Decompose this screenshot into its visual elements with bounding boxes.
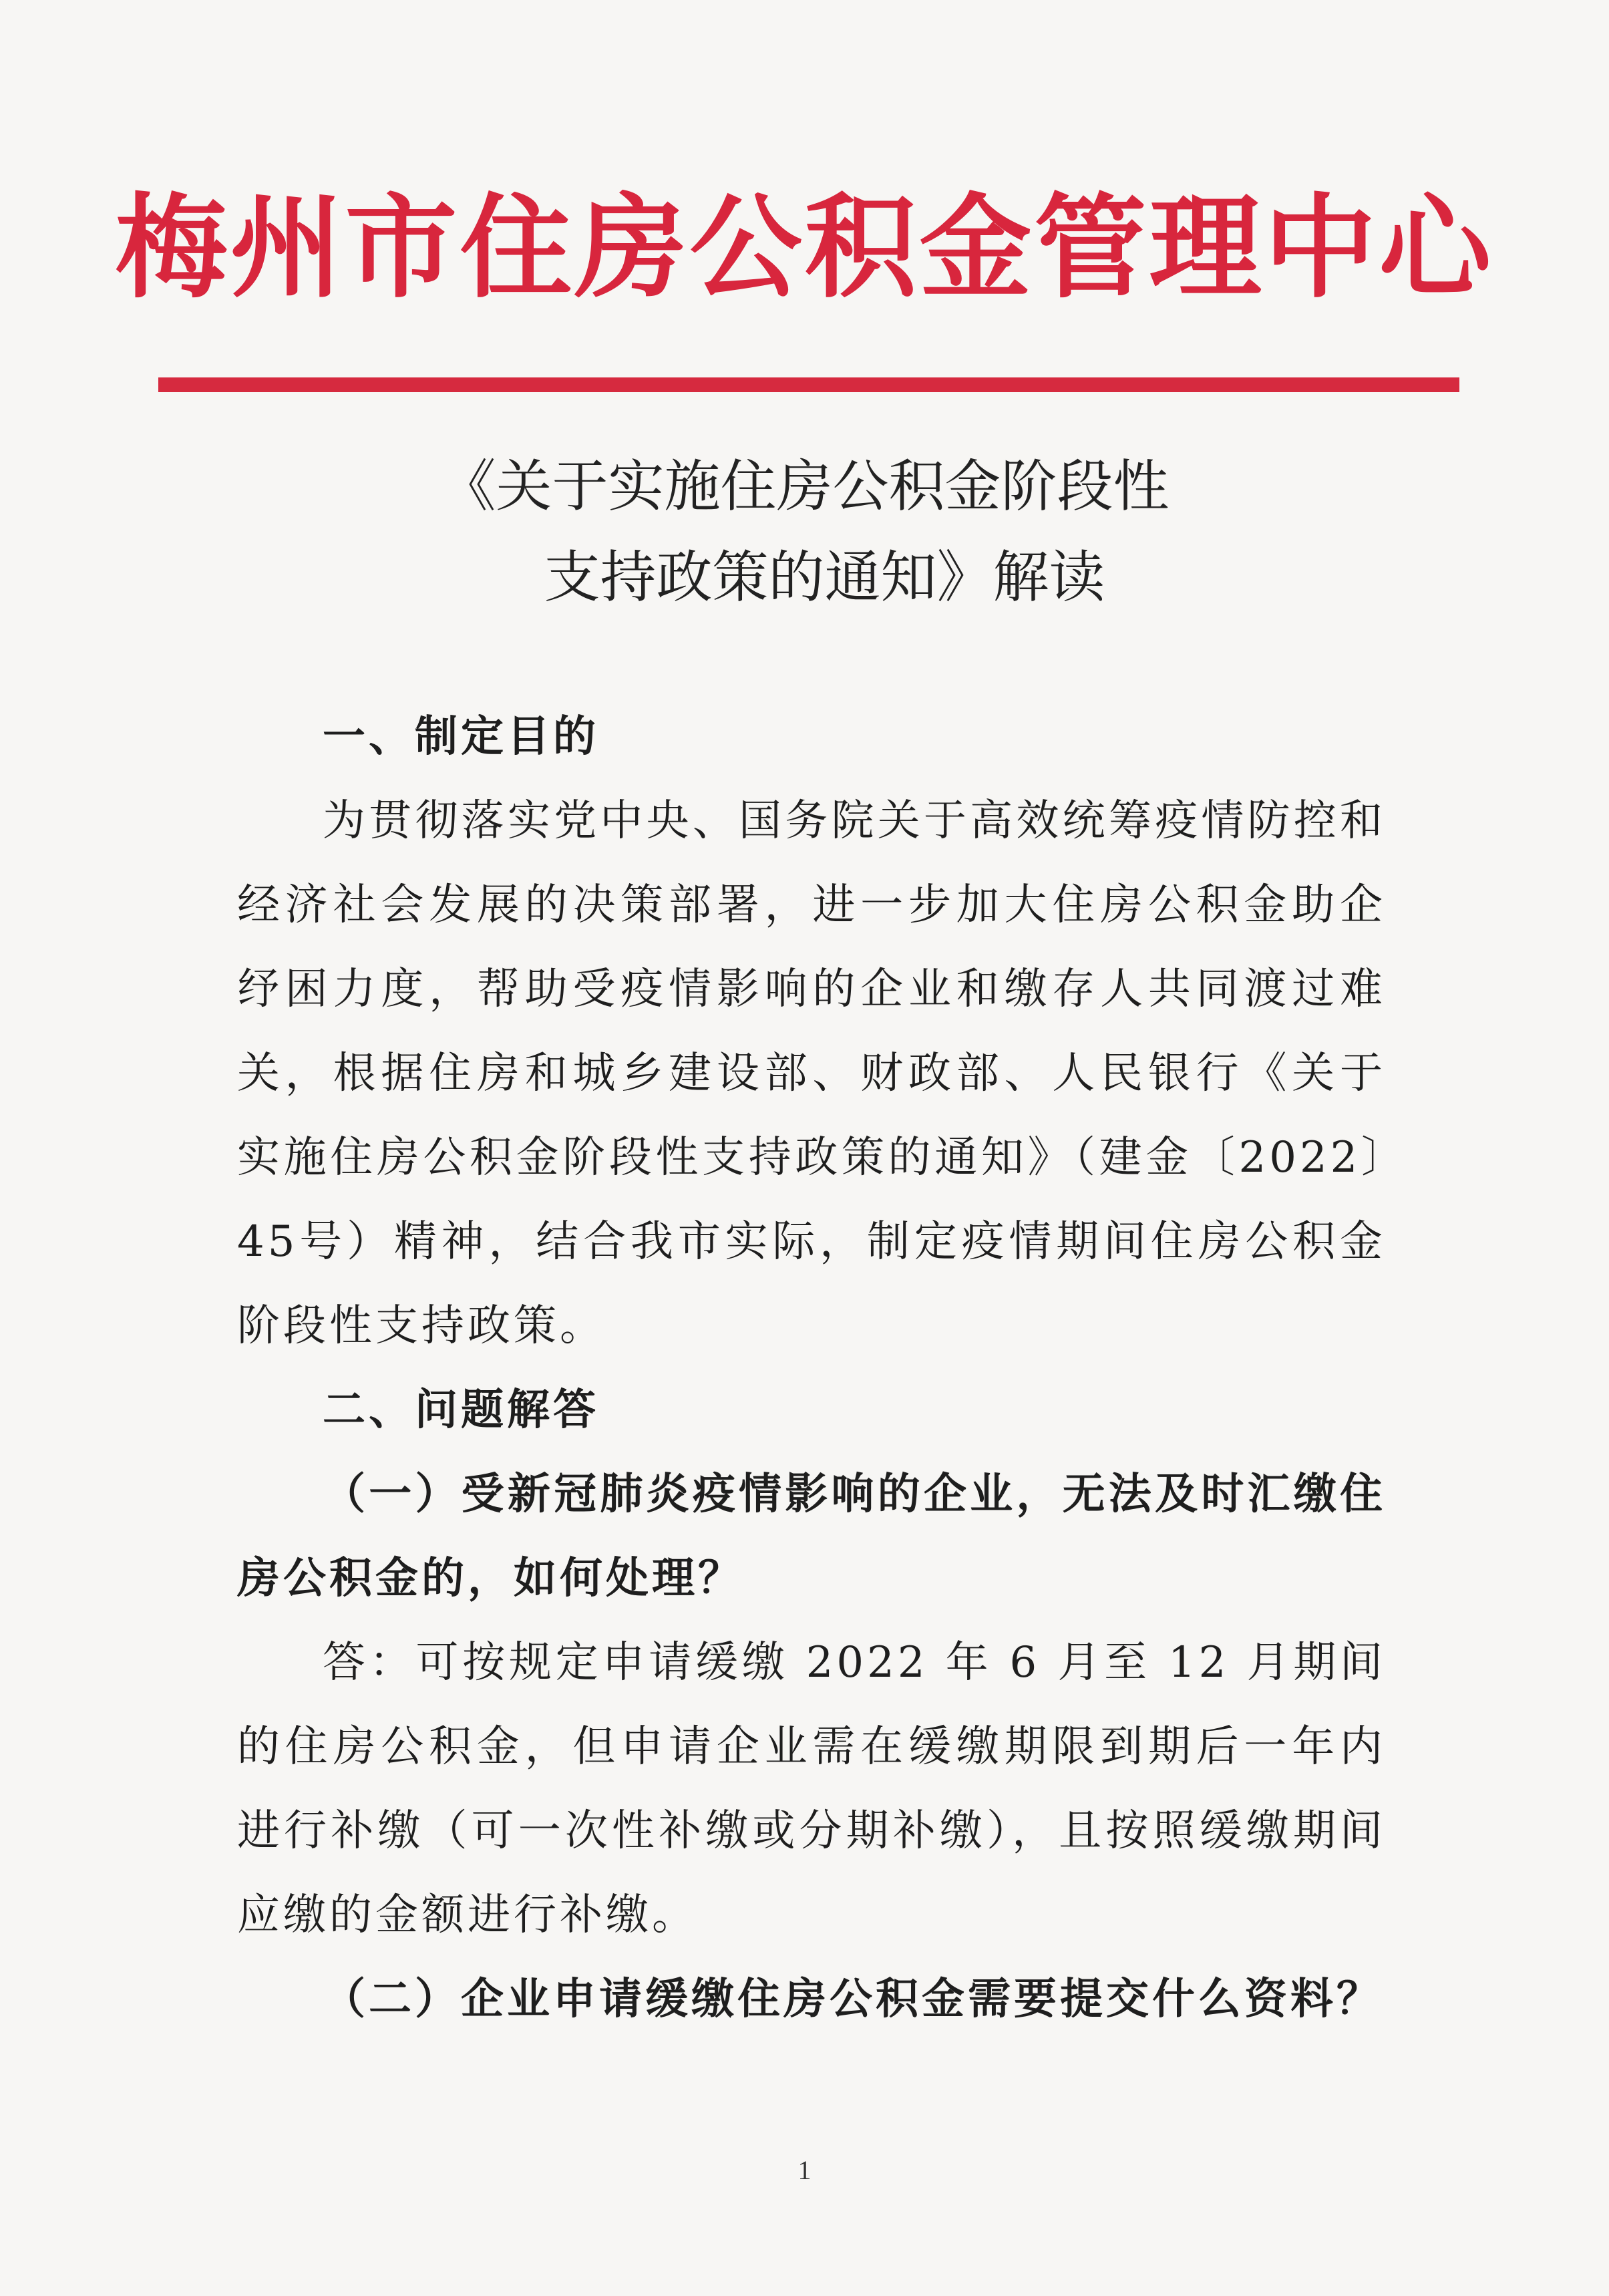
masthead-title: 梅州市住房公积金管理中心 bbox=[115, 181, 1494, 313]
document-title bbox=[0, 441, 1609, 623]
section-heading-purpose: 一、制定目的 bbox=[323, 711, 599, 762]
document-body bbox=[237, 695, 1386, 2041]
section-heading-qa: 二、问题解答 bbox=[323, 1385, 599, 1435]
question-2: （二）企业申请缓缴住房公积金需要提交什么资料？ bbox=[323, 1974, 1383, 2024]
document-title-line-2: 支持政策的通知》解读 bbox=[544, 544, 1105, 610]
question-1: （一）受新冠肺炎疫情影响的企业，无法及时汇缴住房公积金的，如何处理？ bbox=[237, 1469, 1386, 1603]
document-title-line-1: 《关于实施住房公积金阶段性 bbox=[439, 454, 1170, 519]
answer-1: 答：可按规定申请缓缴 2022 年 6 月至 12 月期间的住房公积金，但申请企业需在缓缴期限到期后一年内进行补缴（可一次性补缴或分期补缴），且按照缓缴期间应缴的金额进行补缴。 bbox=[237, 1638, 1386, 1940]
red-divider-line bbox=[158, 377, 1459, 392]
page-number: 1 bbox=[797, 2155, 812, 2185]
paragraph-purpose: 为贯彻落实党中央、国务院关于高效统筹疫情防控和经济社会发展的决策部署，进一步加大住房公积金助企纾困力度，帮助受疫情影响的企业和缴存人共同渡过难关，根据住房和城乡建设部、财政部、人民银行《关于实施住房公积金阶段性支持政策的通知》（建金〔2022〕45号）精神，结合我市实际，制定疫情期间住房公积金阶段性支持政策。 bbox=[237, 796, 1386, 1351]
